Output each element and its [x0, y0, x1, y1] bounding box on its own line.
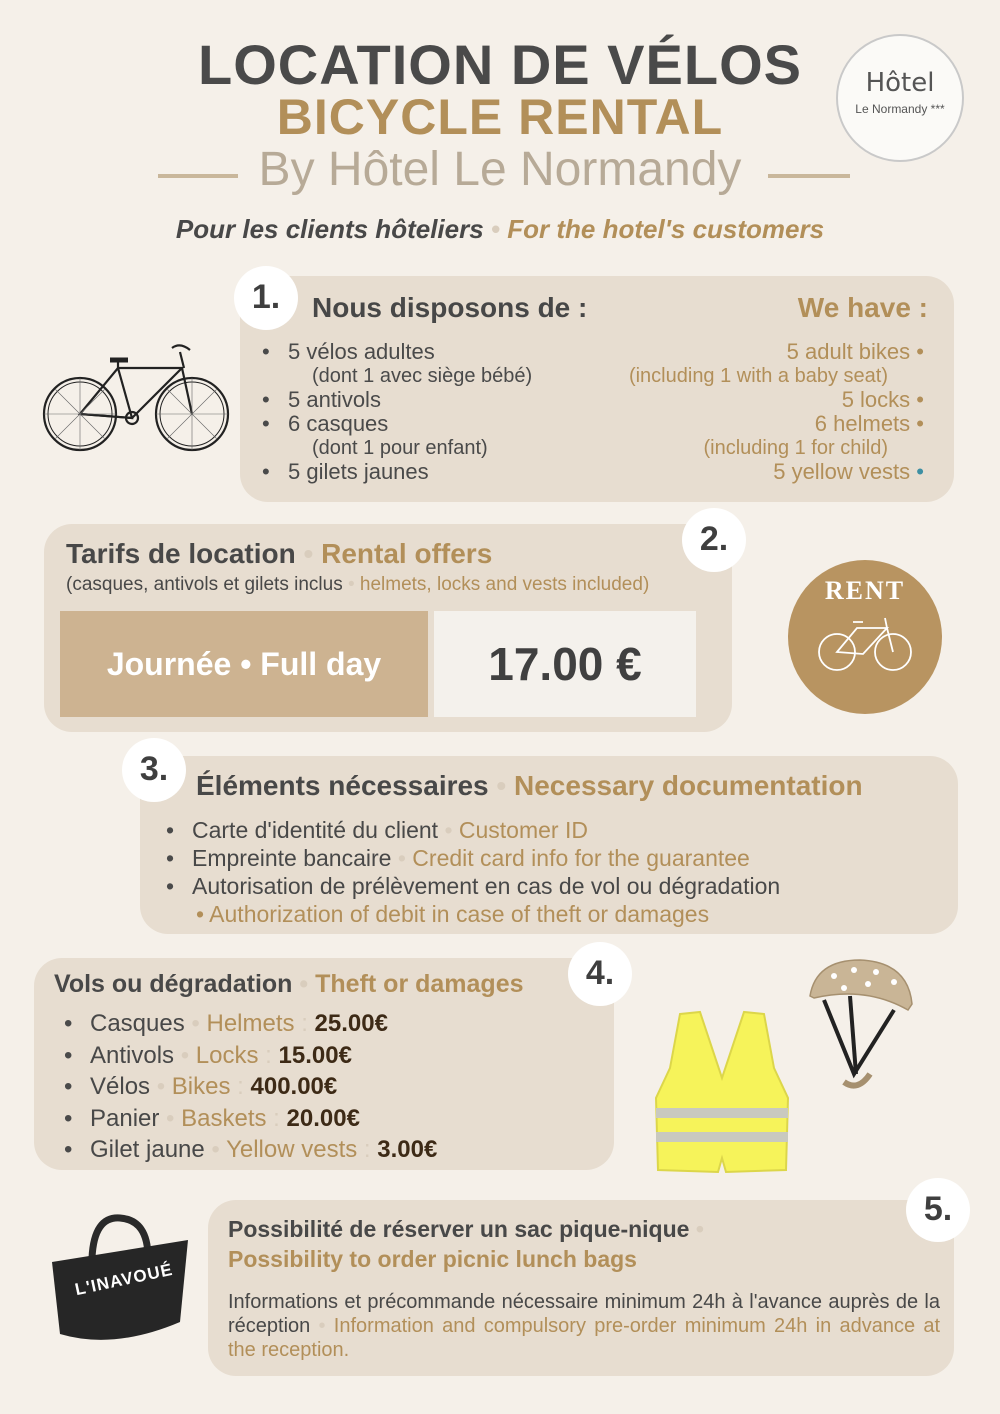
section5-title-en: Possibility to order picnic lunch bags	[228, 1246, 637, 1272]
section4-number: 4.	[568, 942, 632, 1006]
list-item: • Antivols • Locks : 15.00€	[64, 1040, 437, 1072]
includes-en: helmets, locks and vests included)	[359, 574, 650, 595]
bicycle-icon	[817, 610, 913, 674]
list-item: • 5 vélos adultes (dont 1 avec siège bébé)	[262, 340, 532, 388]
list-item: • 5 antivols	[262, 388, 532, 412]
section1-number: 1.	[234, 266, 298, 330]
rent-text: RENT	[824, 576, 906, 605]
list-item: • Panier • Baskets : 20.00€	[64, 1103, 437, 1135]
section2-title: Tarifs de location • Rental offers	[66, 538, 493, 569]
list-item: • Empreinte bancaire • Credit card info for the guarantee	[166, 844, 780, 872]
list-item: 5 adult bikes • (including 1 with a baby seat)	[628, 339, 924, 387]
list-item: • Casques • Helmets : 25.00€	[64, 1008, 437, 1040]
list-item: 6 helmets • (including 1 for child)	[703, 411, 924, 459]
section5-title: Possibilité de réserver un sac pique-nique • Possibility to order picnic lunch bags	[228, 1216, 704, 1272]
includes-fr: (casques, antivols et gilets inclus	[66, 574, 343, 595]
section3-title: Éléments nécessaires • Necessary documentation	[196, 770, 863, 801]
subtitle-sep: •	[490, 214, 501, 244]
section2-includes: (casques, antivols et gilets inclus • helmets, locks and vests included)	[66, 574, 650, 595]
logo-line2: Le Normandy ***	[855, 102, 945, 116]
list-item: • Vélos • Bikes : 400.00€	[64, 1071, 437, 1103]
section2-number: 2.	[682, 508, 746, 572]
subtitle	[0, 214, 1000, 245]
logo-line1: Hôtel	[865, 68, 935, 98]
bag-logo-text: L'INAVOUÉ	[73, 1259, 175, 1300]
bicycle-icon	[40, 338, 232, 458]
hotel-logo	[836, 34, 964, 162]
section4-list	[64, 1008, 437, 1166]
section5-body-en: Information and compulsory pre-order minimum 24h in advance at the reception.	[228, 1315, 940, 1361]
section4-title-en: Theft or damages	[315, 970, 524, 998]
list-item: 5 locks •	[841, 387, 924, 412]
section5-number: 5.	[906, 1178, 970, 1242]
byline: By Hôtel Le Normandy	[258, 143, 742, 196]
price-value: 17.00 €	[488, 638, 642, 690]
subtitle-en: For the hotel's customers	[507, 214, 825, 244]
section2-title-fr: Tarifs de location	[66, 538, 296, 569]
list-item: • Autorisation de prélèvement en cas de vol ou dégradation • Authorization of debit in case of theft or damages	[166, 872, 780, 928]
yellow-vest-icon	[652, 1008, 792, 1176]
section5-title-fr: Possibilité de réserver un sac pique-nique	[228, 1216, 690, 1242]
section3-title-en: Necessary documentation	[514, 770, 863, 801]
subtitle-fr: Pour les clients hôteliers	[175, 214, 484, 244]
divider-right	[768, 174, 850, 178]
section1-list-fr	[262, 340, 532, 484]
list-item: 5 yellow vests •	[773, 459, 924, 484]
section1-title-fr: Nous disposons de :	[312, 292, 588, 323]
section1-list-en	[629, 340, 924, 484]
section5-body: Informations et précommande nécessaire minimum 24h à l'avance auprès de la réception • Information and compulsory pre-order minimum 24h in advance at the reception.	[228, 1291, 940, 1361]
section4-title: Vols ou dégradation • Theft or damages	[54, 970, 524, 998]
section1-title-en: We have :	[797, 292, 928, 323]
title-fr: LOCATION DE VÉLOS	[198, 33, 802, 96]
title-en: BICYCLE RENTAL	[276, 89, 724, 145]
list-item: • 6 casques (dont 1 pour enfant)	[262, 412, 532, 460]
section3-list	[166, 816, 780, 928]
helmet-icon	[804, 956, 916, 1092]
rent-badge	[788, 560, 942, 714]
list-item: • Carte d'identité du client • Customer ID	[166, 816, 780, 844]
section3-number: 3.	[122, 738, 186, 802]
price-label-box	[60, 611, 428, 717]
section4-title-fr: Vols ou dégradation	[54, 970, 293, 998]
list-item: • 5 gilets jaunes	[262, 460, 532, 484]
price-label: Journée • Full day	[106, 646, 382, 682]
section5-body-fr: Informations et précommande nécessaire minimum 24h à l'avance auprès de la réception	[228, 1291, 940, 1337]
list-item: • Gilet jaune • Yellow vests : 3.00€	[64, 1134, 437, 1166]
section2-title-en: Rental offers	[321, 538, 493, 569]
section3-title-fr: Éléments nécessaires	[196, 770, 489, 801]
price-value-box	[434, 611, 696, 717]
